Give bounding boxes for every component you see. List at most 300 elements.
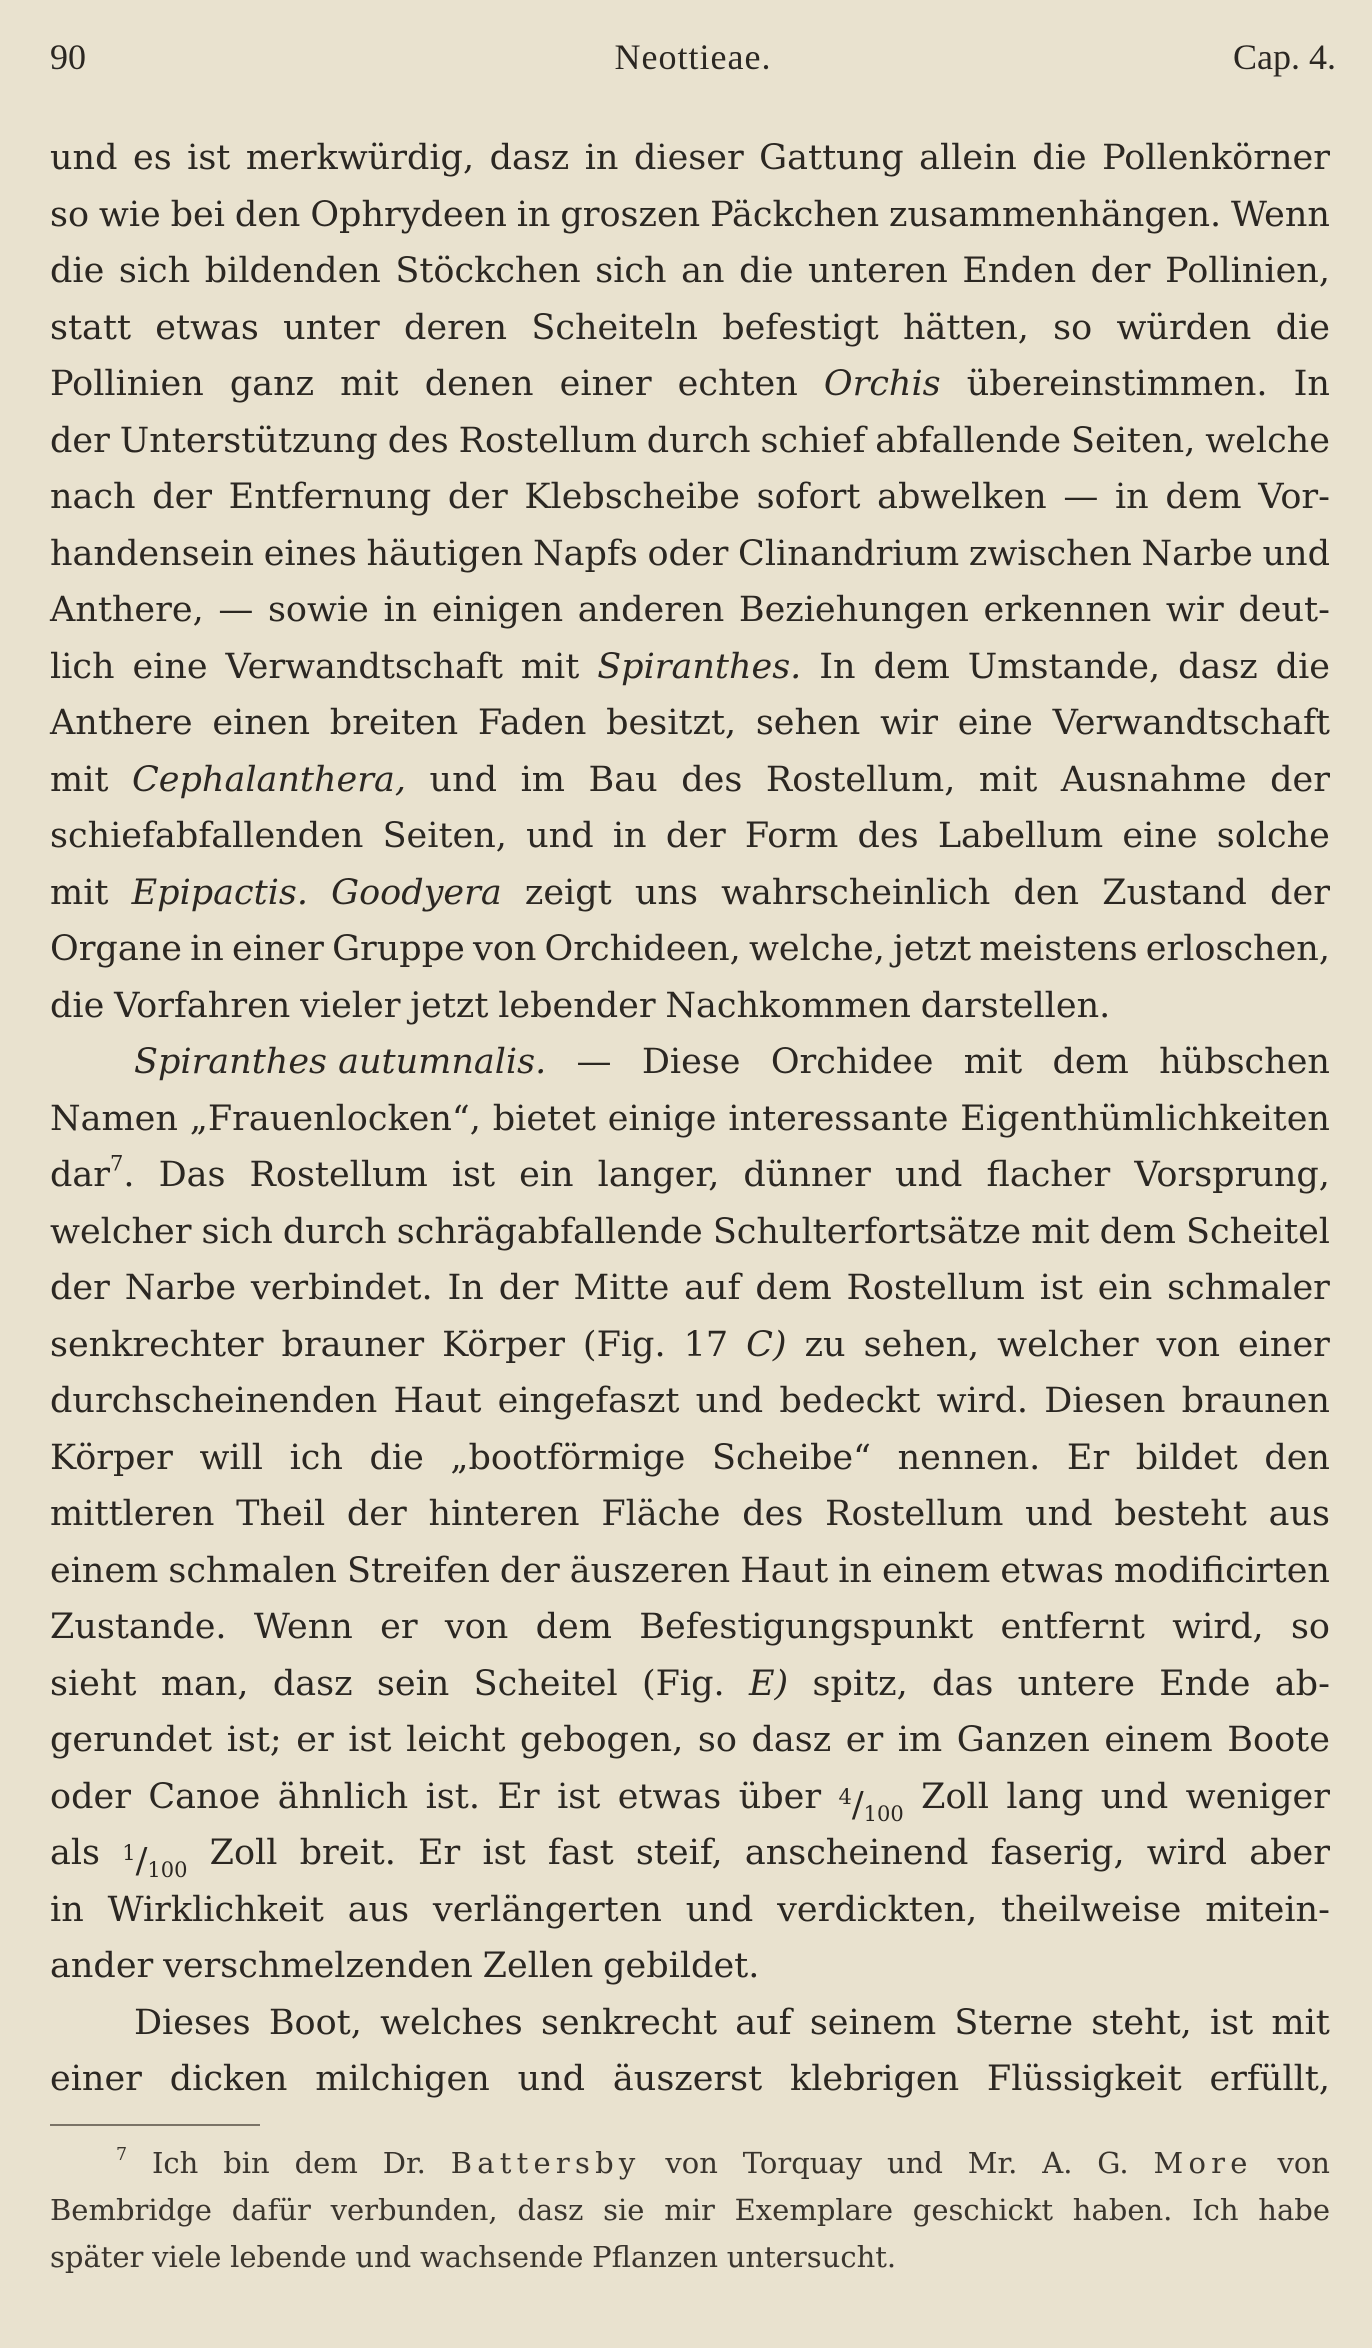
word: der — [50, 420, 110, 461]
word: Exemplare — [734, 2193, 893, 2227]
word: die — [50, 251, 105, 291]
word: lang — [1006, 1776, 1084, 1817]
word: Unterstützung — [119, 420, 378, 461]
word: die — [1275, 307, 1330, 348]
word: er — [380, 1607, 418, 1647]
word: Stöckchen — [395, 251, 581, 291]
word: Wenn — [253, 1607, 353, 1647]
word: dem — [535, 1607, 612, 1647]
word: steif, — [635, 1833, 723, 1873]
word: Nachkommen — [665, 985, 911, 1026]
word: Ausnahme — [1060, 759, 1247, 800]
word: verdickten, — [777, 1889, 978, 1930]
word: in — [516, 194, 551, 235]
word: später — [50, 2240, 144, 2274]
word: Gruppe — [332, 929, 465, 969]
word: mit — [963, 1042, 1023, 1082]
word: welche, — [748, 929, 885, 969]
word: der — [346, 1494, 407, 1534]
word: deren — [404, 307, 508, 348]
taxon-epipactis: Epipactis. — [131, 872, 308, 913]
word: und — [1100, 1776, 1169, 1817]
word: und — [355, 2240, 412, 2274]
word: eines — [263, 533, 357, 574]
word: 17 — [683, 1324, 729, 1365]
word: Entfernung — [228, 477, 432, 517]
word: einem — [1104, 1720, 1213, 1760]
word: die — [739, 251, 794, 291]
word: Zellen — [482, 1946, 594, 1986]
word: des — [857, 816, 919, 856]
word: sich — [201, 1211, 273, 1252]
word: welche — [1205, 420, 1330, 461]
word: Päckchen — [710, 194, 880, 235]
word: deut- — [1238, 590, 1330, 630]
running-title: Neottieae. — [614, 37, 772, 77]
word: Narbe — [124, 1268, 237, 1308]
word: anscheinend — [744, 1833, 969, 1873]
word: Er — [497, 1776, 540, 1817]
word: G. — [1097, 2146, 1129, 2180]
word: zwischen — [968, 533, 1132, 574]
taxon-spiranthes: Spiranthes. — [597, 646, 802, 687]
footnote-mark: 7 — [116, 2144, 128, 2165]
word: nennen. — [897, 1437, 1041, 1478]
word: Umstande, — [967, 646, 1161, 687]
word: Er — [418, 1833, 461, 1873]
word: Namen — [50, 1098, 178, 1139]
text-line — [50, 1486, 1330, 1543]
word: von — [473, 929, 537, 969]
word: modificirten — [1113, 1550, 1330, 1591]
word: Klebscheibe — [524, 477, 740, 517]
text-line — [50, 526, 1330, 583]
word: Pollenkörner — [1102, 138, 1330, 178]
word: verbunden, — [330, 2193, 498, 2227]
word: durch — [282, 1211, 387, 1252]
word: die — [50, 985, 105, 1026]
text-line — [50, 752, 1330, 809]
word: dünner — [743, 1155, 871, 1195]
word: Gattung — [759, 138, 904, 178]
word: uns — [634, 872, 698, 913]
text-line — [50, 2051, 1330, 2108]
word: Organe — [50, 929, 182, 969]
word: Körper — [442, 1324, 565, 1365]
word: dasz — [751, 1720, 832, 1760]
word: Scheiteln — [531, 307, 698, 348]
word: von — [1277, 2146, 1330, 2180]
word: senkrecht — [540, 2002, 718, 2043]
word: Clinandrium — [738, 533, 960, 574]
word: mittleren — [50, 1494, 215, 1534]
word: dasz — [1178, 646, 1258, 687]
text-line — [50, 1543, 1330, 1600]
word: welcher — [997, 1324, 1139, 1365]
word: untersucht. — [726, 2240, 897, 2274]
word: von — [665, 2146, 718, 2180]
word: Ophrydeen — [310, 194, 507, 235]
word: zeigt — [524, 872, 612, 913]
word: merkwürdig, — [245, 138, 475, 178]
word: dieser — [633, 138, 744, 178]
word: Scheitel — [1186, 1211, 1330, 1252]
chapter-label: Cap. 4. — [1233, 37, 1336, 77]
word: den — [1013, 872, 1080, 913]
word: im — [897, 1720, 943, 1760]
word: Rostellum, — [765, 759, 956, 800]
word: eine — [132, 646, 208, 687]
text-line — [50, 1825, 1330, 1882]
word: wie — [98, 194, 161, 235]
word: abfallende — [875, 420, 1062, 461]
word: wahrscheinlich — [721, 872, 991, 913]
taxon-orchis: Orchis — [823, 364, 941, 404]
word: wird. — [936, 1381, 1029, 1421]
word: einem — [50, 1550, 159, 1591]
word: er — [845, 1720, 884, 1760]
word: den — [234, 194, 301, 235]
word: Schulterfortsätze — [712, 1211, 1022, 1252]
word: Flüssigkeit — [986, 2059, 1182, 2099]
text-line — [50, 1147, 1330, 1204]
word: eine — [957, 703, 1033, 743]
word: habe — [1258, 2193, 1330, 2227]
word: als — [50, 1833, 101, 1873]
word: der — [447, 477, 508, 517]
word: und — [1025, 1494, 1093, 1534]
word: der — [499, 1550, 560, 1591]
word: jetzt — [410, 985, 489, 1026]
word: In — [447, 1268, 484, 1308]
word: langer, — [597, 1155, 720, 1195]
word: Zustand — [1102, 872, 1247, 913]
word: und — [685, 1889, 754, 1930]
word: und — [886, 2146, 943, 2180]
word: im — [520, 759, 565, 800]
word: einer — [1238, 1324, 1330, 1365]
word: so — [1290, 1607, 1330, 1647]
word: mit — [340, 364, 399, 404]
word: ist; — [226, 1720, 282, 1760]
word: Mitte — [573, 1268, 670, 1308]
text-line — [50, 1599, 1330, 1656]
word: äuszeren — [569, 1550, 731, 1591]
word: er — [296, 1720, 334, 1760]
word: mit — [1031, 1211, 1090, 1252]
word: Ende — [1159, 1663, 1251, 1704]
word: übereinstimmen. — [966, 364, 1268, 404]
word: mit — [520, 646, 580, 687]
word: Theil — [236, 1494, 326, 1534]
text-line — [50, 808, 1330, 865]
text-line — [50, 1882, 1330, 1939]
word: Pflanzen — [592, 2240, 719, 2274]
word: in — [190, 929, 224, 969]
word: erfüllt, — [1209, 2059, 1330, 2099]
word: ander — [50, 1946, 154, 1986]
word: Verwandtschaft — [225, 646, 503, 687]
word: ein — [1097, 1268, 1153, 1308]
word: Bembridge — [50, 2193, 212, 2227]
running-header — [50, 36, 1336, 92]
text-line — [50, 695, 1330, 752]
word: dem — [1052, 1042, 1129, 1082]
word: wird — [1146, 1833, 1228, 1873]
word: bietet — [492, 1098, 596, 1139]
word: wird, — [1172, 1607, 1264, 1647]
word: und — [526, 816, 594, 856]
word: sofort — [756, 477, 861, 517]
word: anderen — [577, 590, 725, 630]
word: Seiten, — [382, 816, 507, 856]
word: A. — [1042, 2146, 1073, 2180]
word: eingefaszt — [497, 1381, 680, 1421]
word: untere — [1017, 1663, 1135, 1704]
text-line — [50, 1769, 1330, 1826]
word: Fläche — [601, 1494, 721, 1534]
word: ab- — [1274, 1663, 1330, 1704]
word: zu — [804, 1324, 846, 1365]
word: breit. — [299, 1833, 396, 1873]
figure-ref-e: E) — [748, 1663, 789, 1704]
word: der — [50, 1268, 110, 1308]
word: Rostellum — [846, 1268, 1025, 1308]
word: einem — [881, 1550, 991, 1591]
word: häutigen — [366, 533, 524, 574]
word: oder — [647, 533, 729, 574]
word: aus — [347, 1889, 410, 1930]
word: darstellen. — [920, 985, 1111, 1026]
word: Rostellum — [458, 420, 637, 461]
word: Vor- — [1258, 477, 1330, 517]
word: entfernt — [1000, 1607, 1145, 1647]
word: schief — [760, 420, 866, 461]
word: sowie — [267, 590, 369, 630]
word: geschickt — [912, 2193, 1054, 2227]
word: — — [218, 590, 254, 630]
word: Enden — [962, 251, 1077, 291]
word: handensein — [50, 533, 255, 574]
word: der — [152, 477, 213, 517]
word: die — [1032, 138, 1087, 178]
word: durchscheinenden — [50, 1381, 378, 1421]
text-line — [50, 1373, 1330, 1430]
word: bei — [170, 194, 225, 235]
word: verschmelzenden — [163, 1946, 473, 1986]
word: bedeckt — [779, 1381, 921, 1421]
word: ähnlich — [277, 1776, 409, 1817]
word: und — [894, 1155, 963, 1195]
word: des — [681, 759, 743, 800]
word: schmaler — [1167, 1268, 1330, 1308]
fraction-1-100: $^1$/100 — [122, 1841, 188, 1882]
word: mit — [50, 872, 109, 913]
word: faserig, — [990, 1833, 1125, 1873]
text-line — [50, 582, 1330, 639]
word-dar: dar$^7$. — [50, 1151, 135, 1195]
word: dem — [873, 646, 950, 687]
word: „bootförmige — [450, 1437, 686, 1478]
word: jetzt — [892, 929, 972, 969]
word: sieht — [50, 1663, 137, 1704]
text-line — [50, 413, 1330, 470]
word: theilweise — [1001, 1889, 1182, 1930]
word: Bau — [588, 759, 658, 800]
word: wachsende — [419, 2240, 584, 2274]
word: Rostellum — [249, 1155, 428, 1195]
word: dem — [1099, 1211, 1176, 1252]
word: sich — [118, 251, 191, 291]
word: zusammenhängen. — [889, 194, 1222, 235]
word: dem — [1165, 477, 1242, 517]
word: in — [50, 1889, 84, 1930]
word: der — [1090, 251, 1151, 291]
word: der — [498, 1268, 559, 1308]
word: so — [1053, 307, 1093, 348]
word: Pollinien — [50, 364, 204, 404]
word: „Frauenlocken“, — [189, 1098, 481, 1139]
word: Zoll — [209, 1833, 278, 1873]
word: einige — [607, 1098, 717, 1139]
word: Das — [158, 1155, 226, 1195]
word: eine — [1122, 816, 1198, 856]
word: gebogen, — [519, 1720, 684, 1760]
word: vieler — [300, 985, 401, 1026]
word: mitein- — [1205, 1889, 1330, 1930]
text-line — [50, 356, 1330, 413]
word: flacher — [986, 1155, 1111, 1195]
word: an — [681, 251, 725, 291]
word: Canoe — [148, 1776, 261, 1817]
word: bildet — [1135, 1437, 1238, 1478]
word: seinem — [809, 2002, 937, 2043]
word: etwas — [155, 307, 259, 348]
word: verlängerten — [432, 1889, 662, 1930]
word: einer — [232, 929, 324, 969]
word: Dr. — [382, 2146, 426, 2180]
word: Zustande. — [50, 1607, 227, 1647]
text-line — [50, 1656, 1330, 1713]
word: viele — [152, 2240, 222, 2274]
word: und — [50, 138, 118, 178]
word: ganz — [229, 364, 315, 404]
word: bildenden — [204, 251, 381, 291]
word: spitz, — [812, 1663, 908, 1704]
word: dicken — [169, 2059, 288, 2099]
word: Vorsprung, — [1134, 1155, 1330, 1195]
person-name-battersby: Battersby — [450, 2146, 641, 2180]
word: Anthere, — [50, 590, 204, 630]
word: unter — [283, 307, 380, 348]
footnote-ref: 7 — [110, 1151, 124, 1176]
word: Scheitel — [473, 1663, 618, 1704]
word: welches — [380, 2002, 523, 2043]
word: mit — [1271, 2002, 1330, 2043]
word: weniger — [1185, 1776, 1330, 1817]
word: wir — [880, 703, 938, 743]
word: würden — [1116, 307, 1252, 348]
word: so — [697, 1720, 737, 1760]
text-line — [50, 1317, 1330, 1374]
word: dem — [294, 2146, 358, 2180]
word: man, — [160, 1663, 249, 1704]
word: etwas — [1000, 1550, 1104, 1591]
word: ich — [289, 1437, 343, 1478]
word: gebildet. — [603, 1946, 760, 1986]
text-line — [50, 1204, 1330, 1261]
word: gerundet — [50, 1720, 213, 1760]
word: Haut — [740, 1550, 829, 1591]
word: Diese — [641, 1042, 741, 1082]
word: hübschen — [1159, 1042, 1330, 1082]
word: interessante — [728, 1098, 949, 1139]
word: des — [387, 420, 449, 461]
word: über — [738, 1776, 822, 1817]
word: oder — [50, 1776, 131, 1817]
word: Ich — [151, 2146, 199, 2180]
word: in — [383, 590, 418, 630]
word: sehen — [755, 703, 861, 743]
figure-ref-c: C) — [746, 1324, 787, 1365]
word: — — [1063, 477, 1099, 517]
word: von — [1156, 1324, 1221, 1365]
word: fast — [547, 1833, 614, 1873]
word: Sterne — [954, 2002, 1074, 2043]
word: Haut — [393, 1381, 482, 1421]
word: meistens — [979, 929, 1138, 969]
word: schmalen — [168, 1550, 337, 1591]
word: bin — [223, 2146, 270, 2180]
word: ist — [451, 1155, 496, 1195]
word: in — [838, 1550, 872, 1591]
word: der — [1270, 759, 1330, 800]
word: braunen — [1181, 1381, 1330, 1421]
word: von — [444, 1607, 509, 1647]
word: ist — [348, 1720, 392, 1760]
footnote-line — [50, 2140, 1330, 2187]
person-name-more: More — [1153, 2146, 1253, 2180]
word: steht, — [1091, 2002, 1192, 2043]
word: mit — [978, 759, 1038, 800]
word: die — [1275, 646, 1330, 687]
word: — — [576, 1042, 612, 1082]
footnote-line — [50, 2234, 1330, 2281]
word: Wenn — [1231, 194, 1330, 235]
word: Mr. — [967, 2146, 1018, 2180]
word: in — [1114, 477, 1149, 517]
main-text — [50, 130, 1330, 2108]
word: auf — [684, 1268, 741, 1308]
word: schiefabfallenden — [50, 816, 364, 856]
word: und — [517, 2059, 586, 2099]
text-line — [50, 243, 1330, 300]
word: Ich — [1192, 2193, 1239, 2227]
word: In — [1293, 364, 1330, 404]
word: senkrechter — [50, 1324, 264, 1365]
word: sein — [376, 1663, 450, 1704]
word: Diesen — [1044, 1381, 1166, 1421]
word: dasz — [489, 138, 570, 178]
word: Streifen — [346, 1550, 490, 1591]
word: durch — [646, 420, 751, 461]
word: will — [199, 1437, 263, 1478]
word: Form — [744, 816, 839, 856]
word: Befestigungspunkt — [639, 1607, 974, 1647]
word: klebrigen — [790, 2059, 960, 2099]
word: mir — [664, 2193, 715, 2227]
word: abwelken — [877, 477, 1047, 517]
